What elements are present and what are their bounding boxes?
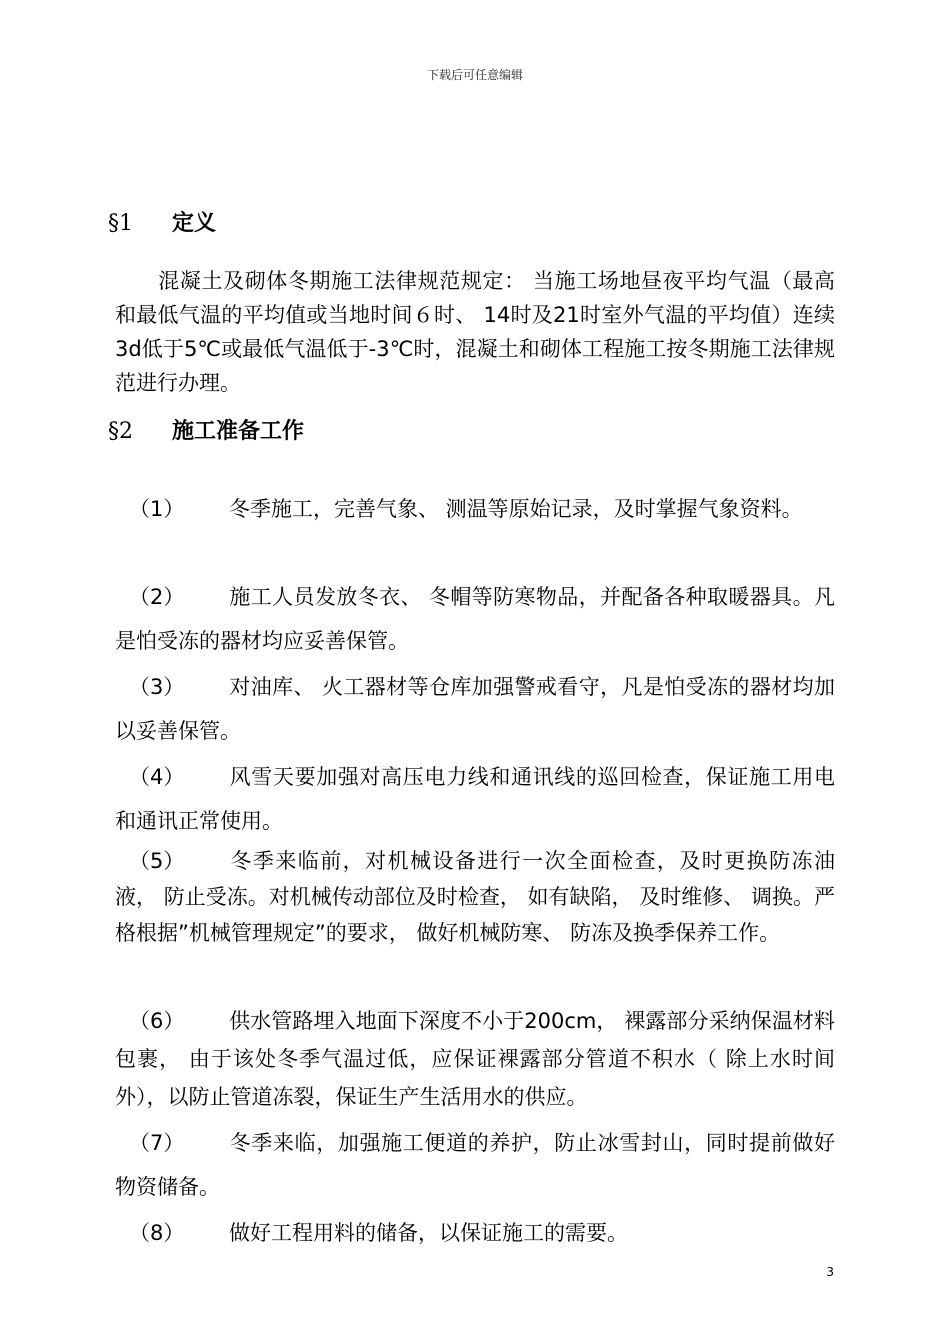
list-item-marker: （4） (129, 765, 185, 789)
list-item-6 (115, 1002, 835, 1116)
section-2-number: §2 (108, 419, 133, 444)
list-item-7 (115, 1121, 835, 1209)
list-item-marker: （3） (129, 675, 185, 699)
definition-paragraph: 混凝土及砌体冬期施工法律规范规定： 当施工场地昼夜平均气温（最高和最低气温的平均值或当地时间６时、 14时及21时室外气温的平均值）连续3d低于5℃或最低气温低于-3℃时，混凝土和砌体工程施工按冬期施工法律规范进行办理。 (115, 269, 835, 395)
list-item-5 (115, 843, 835, 951)
list-item-1 (115, 485, 835, 533)
list-item-8 (115, 1211, 835, 1255)
list-item-marker: （7） (129, 1131, 185, 1155)
list-item-text: 冬季来临前，对机械设备进行一次全面检查，及时更换防冻油液， 防止受冻。对机械传动部位及时检查， 如有缺陷， 及时维修、 调换。严格根据”机械管理规定”的要求， 做好机械防寒、 防冻及换季保养工作。 (115, 849, 835, 945)
section-1-number: §1 (108, 211, 133, 236)
list-item-marker: （2） (129, 585, 185, 609)
list-item-text: 做好工程用料的储备，以保证施工的需要。 (229, 1221, 628, 1245)
list-item-text: 供水管路埋入地面下深度不小于200cm， 裸露部分采纳保温材料包裹， 由于该处冬季气温过低，应保证裸露部分管道不积水（ 除上水时间外），以防止管道冻裂，保证生产生活用水的供应。 (115, 1009, 835, 1109)
list-item-text: 风雪天要加强对高压电力线和通讯线的巡回检查，保证施工用电和通讯正常使用。 (115, 765, 835, 833)
section-2-heading (108, 414, 304, 445)
section-2-title: 施工准备工作 (172, 419, 305, 444)
section-1-heading (108, 206, 216, 237)
list-item-3 (115, 665, 835, 753)
page-number: 3 (826, 1265, 834, 1279)
section-1-title: 定义 (172, 211, 217, 236)
list-item-text: 施工人员发放冬衣、 冬帽等防寒物品，并配备各种取暖器具。凡是怕受冻的器材均应妥善保管。 (115, 585, 835, 653)
list-item-text: 冬季施工，完善气象、 测温等原始记录，及时掌握气象资料。 (229, 497, 803, 521)
list-item-2 (115, 575, 835, 663)
list-item-marker: （8） (129, 1221, 185, 1245)
list-item-marker: （6） (129, 1009, 185, 1033)
list-item-4 (115, 755, 835, 843)
list-item-text: 对油库、 火工器材等仓库加强警戒看守，凡是怕受冻的器材均加以妥善保管。 (115, 675, 835, 743)
header-note: 下载后可任意编辑 (426, 68, 523, 82)
list-item-marker: （1） (129, 497, 185, 521)
list-item-marker: （5） (129, 849, 185, 873)
list-item-text: 冬季来临，加强施工便道的养护，防止冰雪封山，同时提前做好物资储备。 (115, 1131, 835, 1199)
